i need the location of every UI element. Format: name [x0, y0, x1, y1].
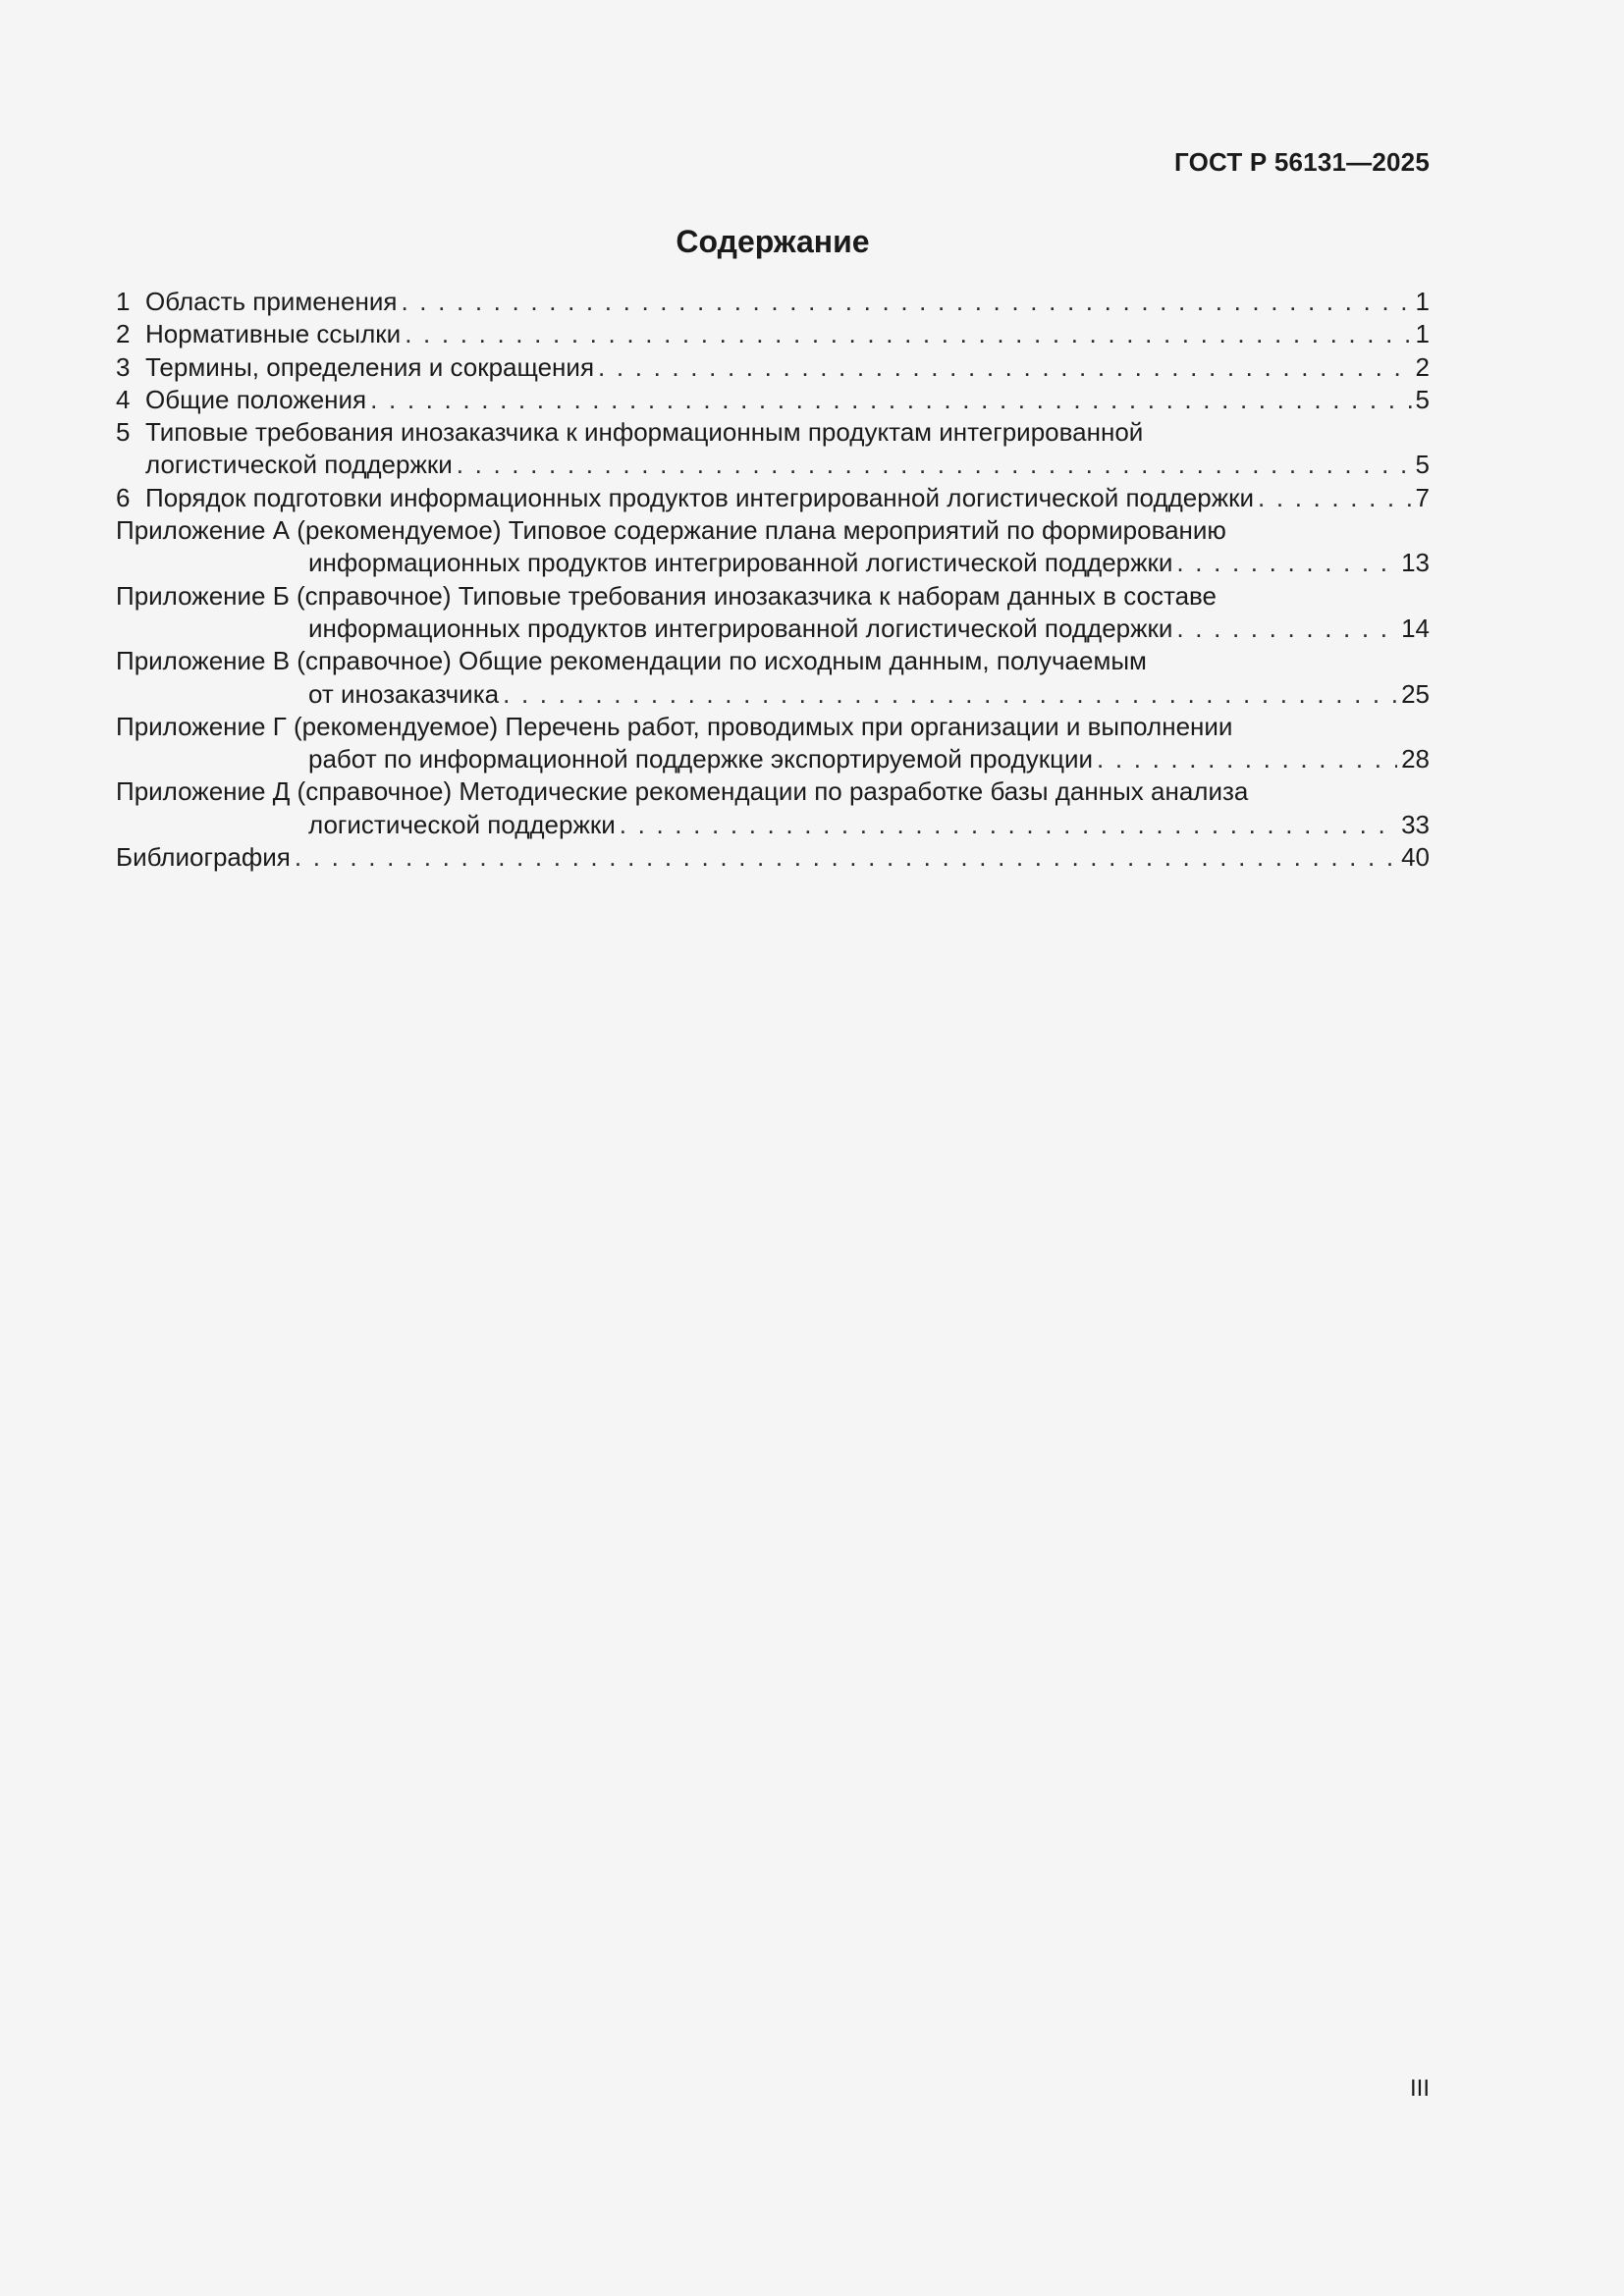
- toc-entry-number: 1: [116, 287, 131, 316]
- toc-entry-title: Порядок подготовки информационных продуктов интегрированной логистической поддержки: [145, 482, 1254, 512]
- toc-entry-1[interactable]: [116, 286, 1430, 318]
- toc-entry-page: 2: [1415, 351, 1430, 382]
- toc-entry-title: Область применения: [145, 287, 398, 316]
- toc-entry-title: Библиография: [116, 842, 291, 873]
- toc-entry-3[interactable]: [116, 351, 1430, 384]
- toc-entry-title: Типовые требования инозаказчика к информационным продуктам интегрированной: [145, 417, 1144, 448]
- toc-title: Содержание: [676, 224, 870, 259]
- dot-leader: [1176, 613, 1397, 645]
- table-of-contents: [116, 286, 1430, 874]
- toc-entry-number: 4: [116, 384, 131, 414]
- dot-leader: [503, 678, 1397, 711]
- toc-entry-title: Термины, определения и сокращения: [145, 351, 595, 382]
- dot-leader: [620, 809, 1397, 841]
- toc-entry-title: Приложение А (рекомендуемое) Типовое содержание плана мероприятий по формированию: [116, 515, 1226, 546]
- toc-entry-page: 1: [1415, 319, 1430, 349]
- toc-entry-6[interactable]: [116, 482, 1430, 514]
- toc-entry-page: 5: [1415, 450, 1430, 480]
- dot-leader: [405, 318, 1411, 350]
- document-code: ГОСТ Р 56131—2025: [1174, 147, 1430, 177]
- toc-entry-5[interactable]: [116, 416, 1430, 482]
- dot-leader: [401, 286, 1411, 318]
- toc-appendix-v[interactable]: [116, 645, 1430, 711]
- toc-entry-title-cont: логистической поддержки: [145, 450, 453, 480]
- toc-entry-number: 5: [116, 417, 131, 448]
- dot-leader: [598, 351, 1412, 384]
- toc-entry-page: 40: [1401, 842, 1430, 873]
- toc-entry-page: 13: [1401, 548, 1430, 578]
- dot-leader: [1097, 743, 1397, 775]
- dot-leader: [1176, 547, 1397, 579]
- toc-entry-title: Приложение Д (справочное) Методические рекомендации по разработке базы данных анализа: [116, 776, 1249, 807]
- toc-entry-page: 25: [1401, 678, 1430, 709]
- toc-entry-4[interactable]: [116, 384, 1430, 416]
- toc-entry-page: 5: [1415, 384, 1430, 414]
- toc-bibliography[interactable]: [116, 841, 1430, 874]
- toc-entry-title-cont: информационных продуктов интегрированной логистической поддержки: [308, 548, 1173, 578]
- toc-entry-title-cont: от инозаказчика: [308, 678, 500, 709]
- toc-entry-title-cont: логистической поддержки: [308, 809, 616, 839]
- toc-entry-page: 33: [1401, 809, 1430, 839]
- toc-entry-number: 2: [116, 319, 131, 349]
- toc-entry-page: 7: [1415, 482, 1430, 512]
- toc-appendix-b[interactable]: [116, 580, 1430, 646]
- toc-entry-title: Приложение Б (справочное) Типовые требования инозаказчика к наборам данных в составе: [116, 580, 1218, 611]
- toc-entry-title: Приложение Г (рекомендуемое) Перечень работ, проводимых при организации и выполнении: [116, 711, 1233, 741]
- toc-entry-title: Общие положения: [145, 384, 367, 414]
- toc-appendix-d[interactable]: [116, 775, 1430, 841]
- dot-leader: [370, 384, 1411, 416]
- toc-entry-title-cont: информационных продуктов интегрированной логистической поддержки: [308, 613, 1173, 643]
- dot-leader: [1258, 482, 1412, 514]
- dot-leader: [295, 841, 1397, 874]
- toc-entry-page: 14: [1401, 613, 1430, 643]
- toc-appendix-g[interactable]: [116, 711, 1430, 776]
- toc-entry-title: Нормативные ссылки: [145, 319, 402, 349]
- toc-appendix-a[interactable]: [116, 514, 1430, 580]
- toc-entry-2[interactable]: [116, 318, 1430, 350]
- toc-entry-title: Приложение В (справочное) Общие рекомендации по исходным данным, получаемым: [116, 646, 1147, 676]
- page-number: III: [1409, 2075, 1430, 2102]
- toc-entry-page: 28: [1401, 744, 1430, 774]
- dot-leader: [457, 449, 1412, 481]
- toc-entry-number: 3: [116, 351, 131, 382]
- toc-entry-title-cont: работ по информационной поддержке экспортируемой продукции: [308, 744, 1094, 774]
- toc-entry-page: 1: [1415, 287, 1430, 316]
- toc-entry-number: 6: [116, 482, 131, 512]
